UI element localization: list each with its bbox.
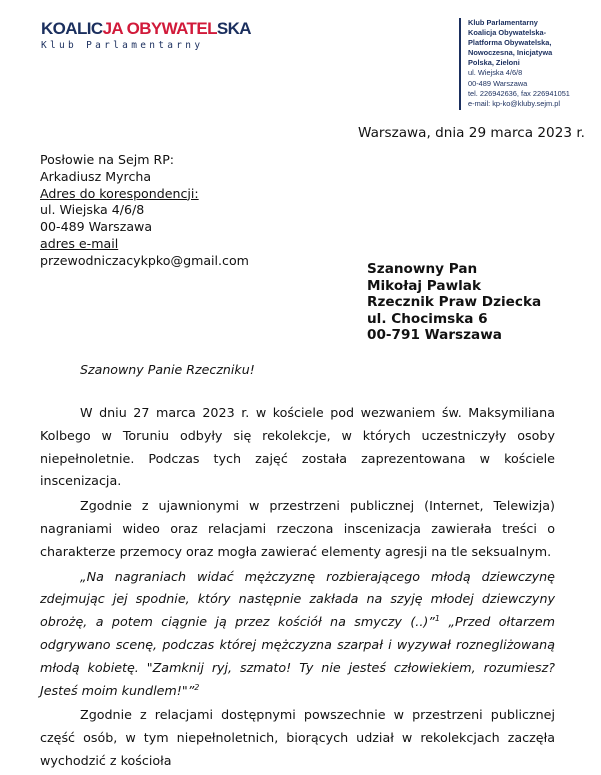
- sender-title: Posłowie na Sejm RP:: [40, 152, 175, 167]
- salutation: Szanowny Panie Rzeczniku!: [80, 362, 255, 377]
- recipient-block: [367, 261, 541, 344]
- date-line: Warszawa, dnia 29 marca 2023 r.: [358, 125, 585, 141]
- quote-paragraph: „Na nagraniach widać mężczyznę rozbierającego młodą dziewczynę zdejmując jej spodnie, który następnie zakłada na szyję młodej dziewczyny obrożę, a potem ciągnie ją przez kościół na smyczy (..)”$^1$ „Przed ołtarzem odgrywano scenę, podczas której mężczyzna szarpał i wyzywał roznegliżowaną młodą kobietę. "Zamknij ryj, szmato! Ty nie jesteś człowiekiem, rozumiesz? Jesteś moim kundlem!"”$^2$: [40, 568, 555, 698]
- club-info-line: Klub Parlamentarny: [468, 18, 538, 27]
- sender-city: 00-489 Warszawa: [40, 219, 153, 235]
- club-info-phone: tel. 226942636, fax 226941051: [468, 88, 570, 98]
- footnote-ref-1[interactable]: 1: [434, 613, 440, 623]
- logo-title: KOALICJA OBYWATELSKA: [41, 19, 251, 38]
- recipient-greeting: Szanowny Pan: [367, 261, 478, 277]
- sender-name: Arkadiusz Myrcha: [40, 168, 152, 184]
- club-info-city: 00-489 Warszawa: [468, 78, 528, 88]
- club-info-line: Koalicja Obywatelska-: [468, 28, 547, 38]
- recipient-street: ul. Chocimska 6: [367, 310, 488, 327]
- paragraph: W dniu 27 marca 2023 r. w kościele pod wezwaniem św. Maksymiliana Kolbego w Toruniu odbyły się rekolekcje, w których uczestniczyły osoby niepełnoletnie. Podczas tych zajęć została zaprezentowana w kościele inscenizacja.: [40, 405, 555, 489]
- club-info-email: e-mail: kp-ko@kluby.sejm.pl: [468, 98, 560, 108]
- recipient-name: Mikołaj Pawlak: [367, 277, 482, 294]
- paragraph: Zgodnie z ujawnionymi w przestrzeni publicznej (Internet, Telewizja) nagraniami wideo oraz relacjami rzeczona inscenizacja zawierała treści o charakterze przemocy oraz mogła zawierać elementy agresji na tle seksualnym.: [40, 498, 555, 559]
- koalicja-obywatelska-logo: [41, 20, 251, 52]
- sender-email: przewodniczacykpko@gmail.com: [40, 252, 249, 268]
- logo-subtitle: Klub Parlamentarny: [41, 40, 204, 51]
- email-label: adres e-mail: [40, 235, 119, 251]
- paragraph: Zgodnie z relacjami dostępnymi powszechnie w przestrzeni publicznej część osób, w tym niepełnoletnich, biorących udział w rekolekcjach zaczęła wychodzić z kościoła: [40, 707, 555, 768]
- footnote-ref-2[interactable]: 2: [194, 682, 200, 692]
- letter-body: [40, 402, 555, 775]
- club-info-line: Nowoczesna, Inicjatywa: [468, 48, 553, 58]
- address-label: Adres do korespondencji:: [40, 185, 199, 201]
- club-info-line: Platforma Obywatelska,: [468, 38, 552, 48]
- club-info-street: ul. Wiejska 4/6/8: [468, 68, 523, 78]
- sender-block: [40, 152, 249, 270]
- recipient-city: 00-791 Warszawa: [367, 327, 502, 343]
- sender-street: ul. Wiejska 4/6/8: [40, 202, 145, 218]
- club-info-line: Polska, Zieloni: [468, 58, 520, 68]
- club-info-block: [459, 18, 570, 110]
- recipient-title: Rzecznik Praw Dziecka: [367, 294, 542, 310]
